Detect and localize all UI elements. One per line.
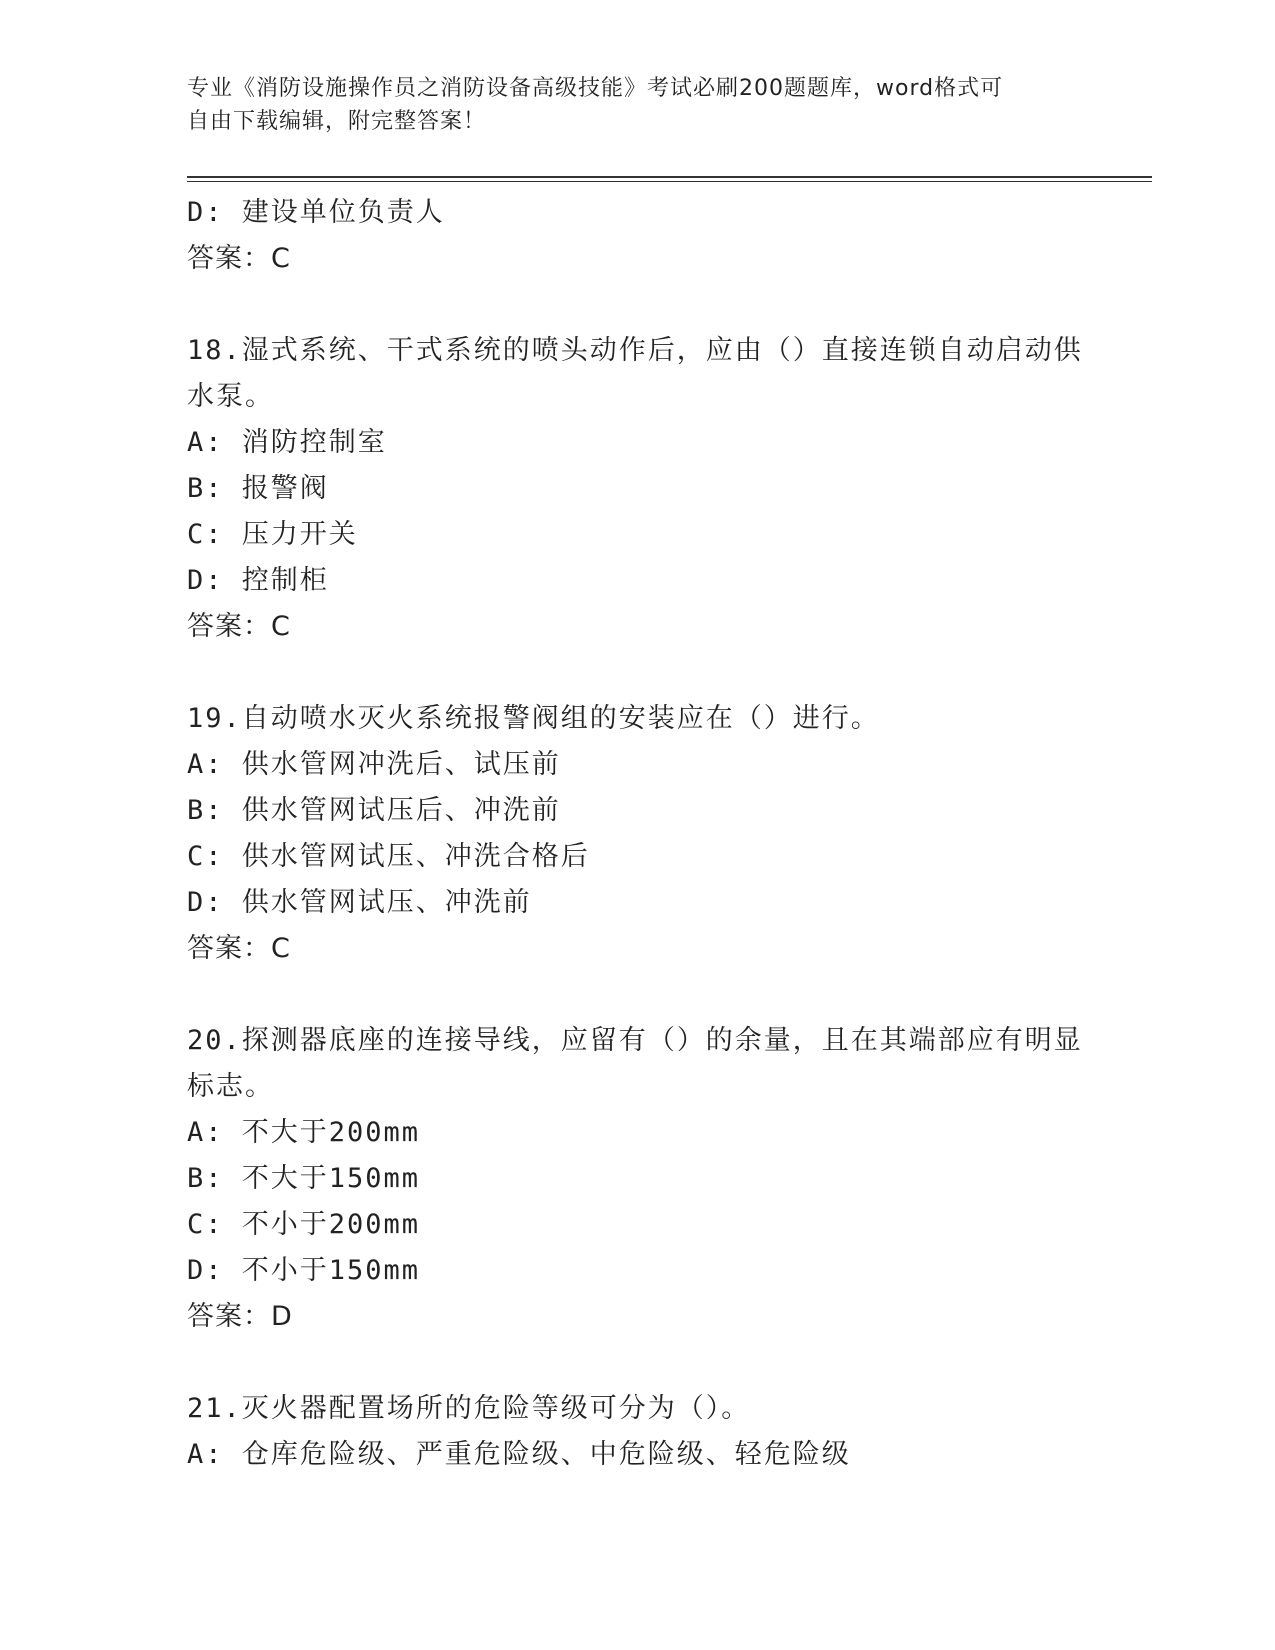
question-20-option-c: C: 不小于200mm bbox=[187, 1209, 421, 1240]
question-19-option-d: D: 供水管网试压、冲洗前 bbox=[187, 887, 532, 918]
question-20-text-line-1: 20.探测器底座的连接导线，应留有（）的余量，且在其端部应有明显 bbox=[187, 1025, 1083, 1056]
spacer bbox=[187, 282, 1087, 328]
question-18-option-d: D: 控制柜 bbox=[187, 565, 329, 596]
spacer bbox=[187, 650, 1087, 696]
document-header bbox=[187, 72, 1087, 138]
question-19-option-a: A: 供水管网冲洗后、试压前 bbox=[187, 749, 561, 780]
header-line-1: 专业《消防设施操作员之消防设备高级技能》考试必刷200题题库，word格式可 bbox=[187, 76, 1004, 101]
header-divider-thick bbox=[187, 176, 1152, 178]
spacer bbox=[187, 1340, 1087, 1386]
question-18-option-a: A: 消防控制室 bbox=[187, 427, 387, 458]
question-21-text-line-1: 21.灭火器配置场所的危险等级可分为（）。 bbox=[187, 1393, 751, 1424]
question-18-answer: 答案：C bbox=[187, 611, 291, 642]
question-19-option-c: C: 供水管网试压、冲洗合格后 bbox=[187, 841, 590, 872]
question-18-option-b: B: 报警阀 bbox=[187, 473, 329, 504]
question-20-option-b: B: 不大于150mm bbox=[187, 1163, 421, 1194]
question-19-text-line-1: 19.自动喷水灭火系统报警阀组的安装应在（）进行。 bbox=[187, 703, 880, 734]
question-20-text-line-2: 标志。 bbox=[187, 1071, 274, 1102]
question-21-option-a: A: 仓库危险级、严重危险级、中危险级、轻危险级 bbox=[187, 1439, 851, 1470]
question-18-option-c: C: 压力开关 bbox=[187, 519, 358, 550]
question-20-option-a: A: 不大于200mm bbox=[187, 1117, 421, 1148]
question-content bbox=[187, 190, 1087, 1478]
question-18-text-line-1: 18.湿式系统、干式系统的喷头动作后，应由（）直接连锁自动启动供 bbox=[187, 335, 1083, 366]
answer-line: 答案：C bbox=[187, 243, 291, 274]
question-19-answer: 答案：C bbox=[187, 933, 291, 964]
header-divider-thin bbox=[187, 181, 1152, 182]
question-18-text-line-2: 水泵。 bbox=[187, 381, 274, 412]
option-d: D: 建设单位负责人 bbox=[187, 197, 445, 228]
spacer bbox=[187, 972, 1087, 1018]
question-19-option-b: B: 供水管网试压后、冲洗前 bbox=[187, 795, 561, 826]
header-line-2: 自由下载编辑，附完整答案！ bbox=[187, 109, 487, 134]
question-20-answer: 答案：D bbox=[187, 1301, 293, 1332]
question-20-option-d: D: 不小于150mm bbox=[187, 1255, 421, 1286]
